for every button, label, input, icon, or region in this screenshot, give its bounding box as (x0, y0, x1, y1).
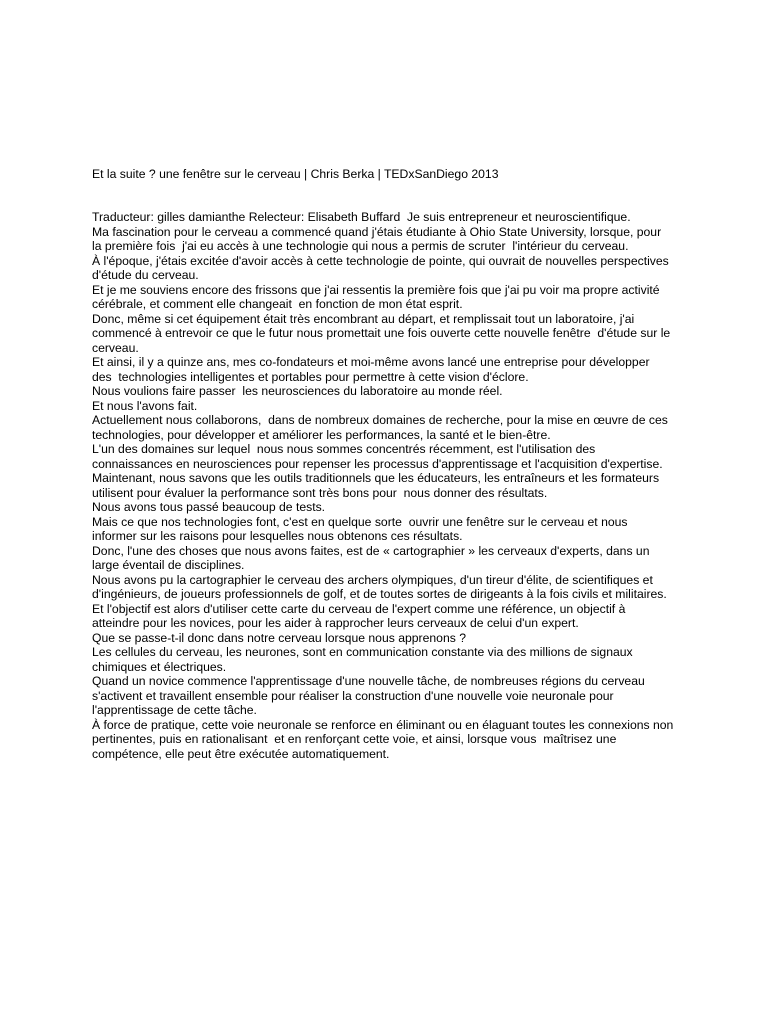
transcript-line: cérébrale, et comment elle changeait en fonction de mon état esprit. (92, 297, 463, 311)
transcript-line: s'activent et travaillent ensemble pour réaliser la construction d'une nouvelle voie neuronale pour (92, 688, 614, 703)
transcript-line: À force de pratique, cette voie neuronale se renforce en éliminant ou en élaguant toutes les connexions non (92, 717, 674, 732)
transcript-line: la première fois j'ai eu accès à une technologie qui nous a permis de scruter l'intérieur du cerveau. (92, 239, 629, 253)
transcript-line: Maintenant, nous savons que les outils traditionnels que les éducateurs, les entraîneurs et les formateurs (92, 471, 660, 485)
transcript-line: Que se passe-t-il donc dans notre cerveau lorsque nous apprenons ? (92, 630, 466, 645)
transcript-line: Donc, l'une des choses que nous avons faites, est de « cartographier » les cerveaux d'experts, dans un (92, 543, 650, 558)
transcript-line: Donc, même si cet équipement était très encombrant au départ, et remplissait tout un laboratoire, j'ai (92, 311, 635, 326)
transcript-line: Traducteur: gilles damianthe Relecteur: Elisabeth Buffard Je suis entrepreneur et neuroscientifique. (92, 210, 631, 224)
transcript-line: cerveau. (92, 340, 139, 355)
transcript-line: pertinentes, puis en rationalisant et en renforçant cette voie, et ainsi, lorsque vous maîtrisez une (92, 732, 617, 746)
transcript-line: technologies, pour développer et améliorer les performances, la santé et le bien-être. (92, 427, 551, 442)
transcript-line: large éventail de disciplines. (92, 558, 245, 572)
transcript-line: connaissances en neurosciences pour repenser les processus d'apprentissage et l'acquisition d'expertise. (92, 456, 663, 471)
transcript-line: Et ainsi, il y a quinze ans, mes co-fondateurs et moi-même avons lancé une entreprise pour développer (92, 355, 650, 369)
transcript-line: Nous avons pu la cartographier le cerveau des archers olympiques, d'un tireur d'élite, de scientifiques et (92, 572, 653, 587)
document-title: Et la suite ? une fenêtre sur le cerveau | Chris Berka | TEDxSanDiego 2013 (92, 167, 499, 181)
transcript-line: Ma fascination pour le cerveau a commencé quand j'étais étudiante à Ohio State University, lorsque, pour (92, 224, 662, 239)
document-body (92, 210, 712, 761)
transcript-line: Et l'objectif est alors d'utiliser cette carte du cerveau de l'expert comme une référence, un objectif à (92, 601, 626, 616)
transcript-line: Nous voulions faire passer les neurosciences du laboratoire au monde réel. (92, 384, 503, 398)
transcript-line: Actuellement nous collaborons, dans de nombreux domaines de recherche, pour la mise en œuvre de ces (92, 413, 668, 427)
transcript-line: Et nous l'avons fait. (92, 398, 198, 413)
transcript-line: d'ingénieurs, de joueurs professionnels de golf, et de toutes sortes de dirigeants à la fois civils et militaires. (92, 587, 667, 601)
transcript-line: Nous avons tous passé beaucoup de tests. (92, 500, 326, 514)
transcript-line: commencé à entrevoir ce que le futur nous promettait une fois ouverte cette nouvelle fenêtre d'étude sur le (92, 326, 671, 340)
transcript-line: utilisent pour évaluer la performance sont très bons pour nous donner des résultats. (92, 485, 548, 500)
transcript-line: chimiques et électriques. (92, 659, 227, 674)
transcript-line: informer sur les raisons pour lesquelles nous obtenons ces résultats. (92, 529, 463, 543)
transcript-line: Les cellules du cerveau, les neurones, sont en communication constante via des millions de signaux (92, 645, 633, 659)
transcript-line: Et je me souviens encore des frissons que j'ai ressentis la première fois que j'ai pu voir ma propre activité (92, 282, 660, 297)
transcript-line: L'un des domaines sur lequel nous nous sommes concentrés récemment, est l'utilisation des (92, 442, 596, 456)
transcript-line: Quand un novice commence l'apprentissage d'une nouvelle tâche, de nombreuses régions du cerveau (92, 674, 645, 688)
transcript-line: compétence, elle peut être exécutée automatiquement. (92, 746, 390, 761)
transcript-line: Mais ce que nos technologies font, c'est en quelque sorte ouvrir une fenêtre sur le cerveau et nous (92, 514, 628, 529)
transcript-line: des technologies intelligentes et portables pour permettre à cette vision d'éclore. (92, 369, 529, 384)
transcript-line: atteindre pour les novices, pour les aider à rapprocher leurs cerveaux de celui d'un expert. (92, 616, 579, 630)
transcript-line: d'étude du cerveau. (92, 268, 199, 282)
transcript-line: À l'époque, j'étais excitée d'avoir accès à cette technologie de pointe, qui ouvrait de nouvelles perspectives (92, 253, 669, 268)
transcript-line: l'apprentissage de cette tâche. (92, 703, 257, 717)
